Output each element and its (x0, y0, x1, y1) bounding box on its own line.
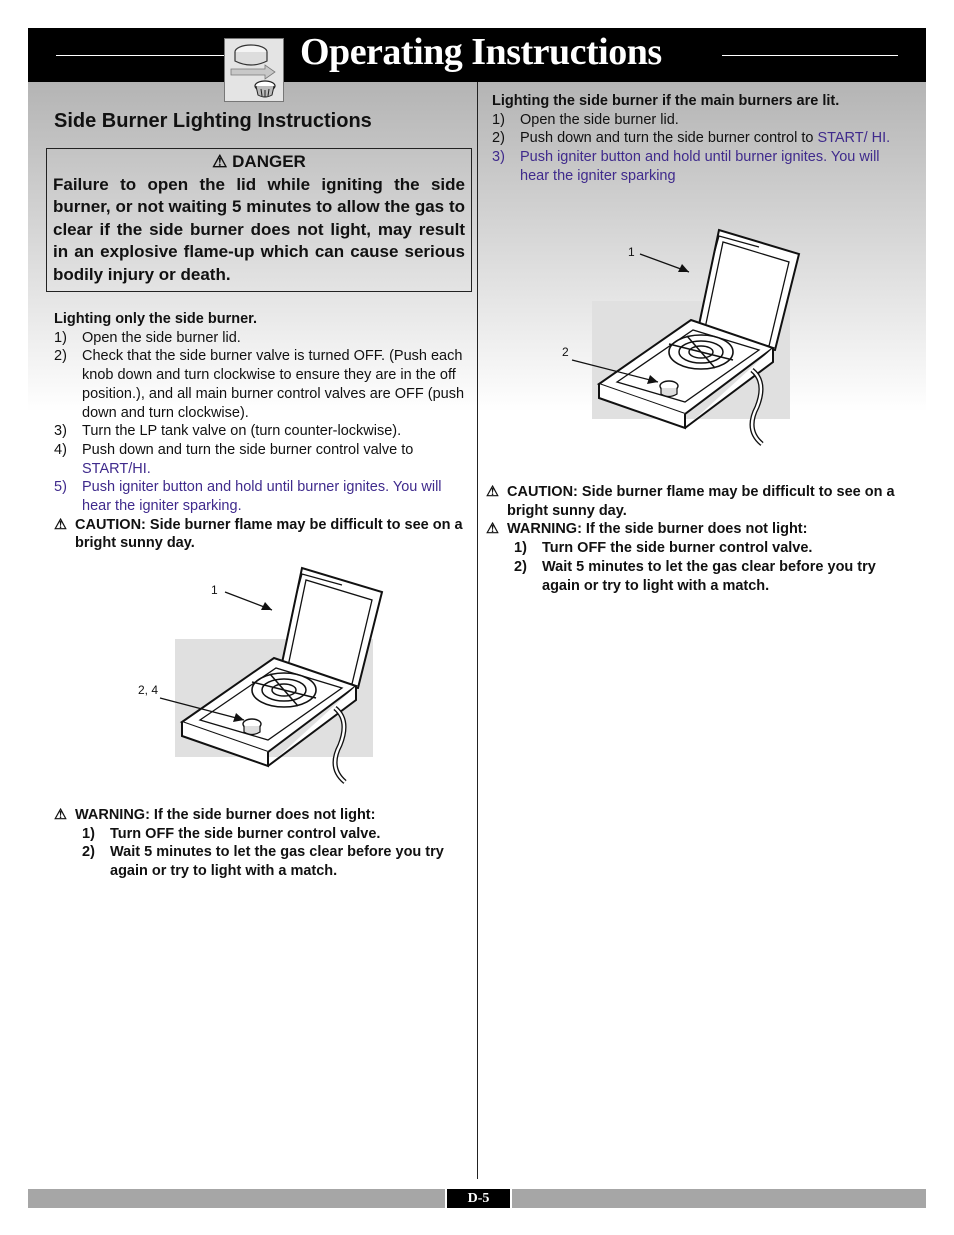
page-footer (28, 1189, 926, 1208)
right-column (492, 92, 902, 186)
warning-note: ⚠ WARNING: If the side burner does not light: (486, 521, 808, 538)
subhead-side-burner-only: Lighting only the side burner. (54, 311, 258, 327)
warning-triangle-icon: ⚠ (486, 484, 499, 500)
warning-steps-list (486, 539, 896, 595)
header-rule-right (722, 55, 898, 56)
list-item: 2) Check that the side burner valve is turned OFF. (Push each knob down and turn clockwise to ensure they are in the off position.), and all main burner control valves are OFF (push down and turn clockwise). (54, 348, 465, 421)
danger-box (46, 148, 472, 292)
warning-triangle-icon: ⚠ (212, 152, 228, 171)
figure-label: 2, 4 (138, 683, 159, 697)
control-knob-icon (224, 38, 284, 102)
list-item: 1) Open the side burner lid. (54, 329, 241, 346)
caution-note: ⚠ CAUTION: Side burner flame may be difficult to see on a bright sunny day. (486, 484, 895, 519)
left-column (54, 108, 464, 553)
warning-triangle-icon: ⚠ (54, 516, 67, 533)
list-item: 3) Push igniter button and hold until burner ignites. You will hear the igniter sparking (492, 149, 880, 184)
list-item: 2) Wait 5 minutes to let the gas clear before you try again or try to light with a match. (82, 844, 444, 880)
section-heading: Side Burner Lighting Instructions (54, 110, 372, 132)
column-divider (477, 82, 478, 1179)
danger-title: DANGER (232, 152, 306, 171)
danger-header (53, 151, 465, 174)
side-burner-figure-right (550, 222, 810, 454)
danger-text: Failure to open the lid while igniting the side burner, or not waiting 5 minutes to allow the gas to clear if the side burner does not light, may result in an explosive flame-up which can cause serious bodily injury or death. (53, 174, 465, 284)
page-title: Operating Instructions (300, 31, 662, 73)
list-item: 4) Push down and turn the side burner control valve to START/HI. (54, 441, 414, 477)
warning-triangle-icon: ⚠ (54, 807, 67, 823)
page-number: D-5 (445, 1189, 512, 1208)
warning-steps-list (54, 825, 464, 881)
caution-note: ⚠ CAUTION: Side burner flame may be difficult to see on a bright sunny day. (54, 516, 463, 552)
side-burner-figure-left (130, 560, 390, 792)
warning-triangle-icon: ⚠ (486, 521, 499, 538)
list-item: 2) Wait 5 minutes to let the gas clear before you try again or try to light with a match. (514, 558, 876, 594)
lighting-steps-list (54, 329, 464, 516)
figure-label: 1 (211, 583, 218, 597)
list-item: 1) Turn OFF the side burner control valve. (514, 540, 813, 557)
page-header (28, 28, 926, 82)
left-warning-block (54, 806, 464, 881)
list-item: 1) Open the side burner lid. (492, 111, 679, 128)
right-notes-block (486, 483, 896, 595)
figure-label: 1 (628, 245, 635, 259)
list-item: 2) Push down and turn the side burner control to START/ HI. (492, 130, 891, 147)
list-item: 5) Push igniter button and hold until burner ignites. You will hear the igniter sparking. (54, 479, 442, 515)
subhead-main-burners-lit: Lighting the side burner if the main burners are lit. (492, 93, 840, 109)
lighting-steps-list (492, 111, 902, 186)
header-rule-left (56, 55, 251, 56)
list-item: 1) Turn OFF the side burner control valve. (82, 825, 381, 842)
list-item: 3) Turn the LP tank valve on (turn counter-lockwise). (54, 423, 402, 440)
figure-label: 2 (562, 345, 569, 359)
warning-note: ⚠ WARNING: If the side burner does not light: (54, 807, 376, 823)
